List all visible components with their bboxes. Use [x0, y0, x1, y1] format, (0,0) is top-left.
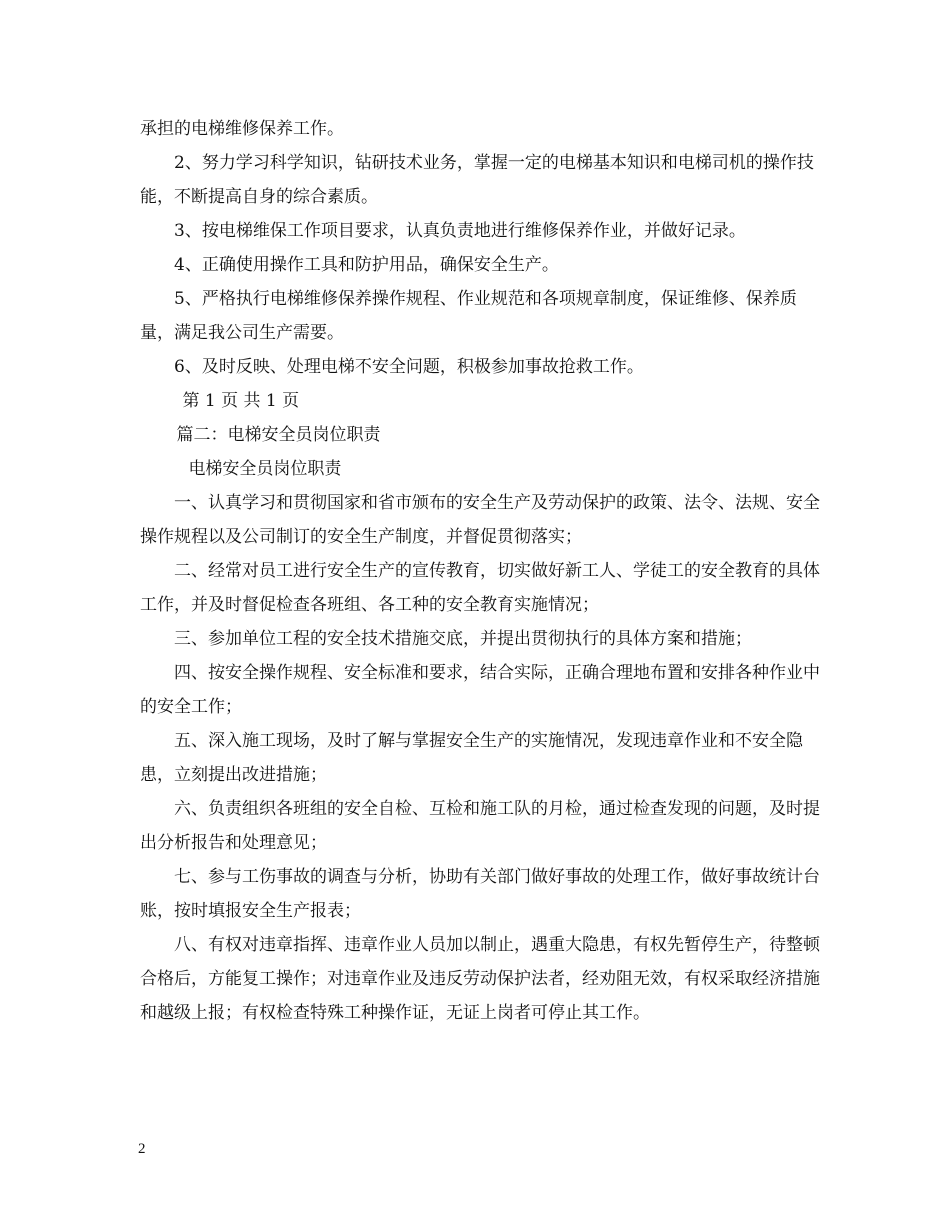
paragraph-item-5: 5、严格执行电梯维修保养操作规程、作业规范和各项规章制度，保证维修、保养质量，满足我公司生产需要。	[140, 289, 797, 343]
page-counter-text: 第 1 页 共 1 页	[182, 391, 300, 411]
duty-item-3: 三、参加单位工程的安全技术措施交底，并提出贯彻执行的具体方案和措施；	[174, 629, 752, 649]
page-number: 2	[138, 1141, 146, 1157]
paragraph-item-4: 4、正确使用操作工具和防护用品，确保安全生产。	[174, 255, 559, 275]
paragraph-item-2: 2、努力学习科学知识，钻研技术业务，掌握一定的电梯基本知识和电梯司机的操作技能，不断提高自身的综合素质。	[140, 153, 814, 207]
paragraph-item-3: 3、按电梯维保工作项目要求，认真负责地进行维修保养作业，并做好记录。	[174, 221, 746, 241]
duty-item-8: 八、有权对违章指挥、违章作业人员加以制止，遇重大隐患，有权先暂停生产，待整顿合格后，方能复工操作；对违章作业及违反劳动保护法者，经劝阻无效，有权采取经济措施和越级上报；有权检查特殊工种操作证，无证上岗者可停止其工作。	[140, 935, 820, 1023]
duty-item-1: 一、认真学习和贯彻国家和省市颁布的安全生产及劳动保护的政策、法令、法规、安全操作规程以及公司制订的安全生产制度，并督促贯彻落实；	[140, 493, 820, 547]
duty-item-4: 四、按安全操作规程、安全标准和要求，结合实际，正确合理地布置和安排各种作业中的安全工作；	[140, 663, 820, 717]
paragraph-continuation: 承担的电梯维修保养工作。	[140, 119, 344, 139]
duty-item-5: 五、深入施工现场，及时了解与掌握安全生产的实施情况，发现违章作业和不安全隐患，立刻提出改进措施；	[140, 731, 803, 785]
document-body	[140, 112, 820, 1030]
paragraph-item-6: 6、及时反映、处理电梯不安全问题，积极参加事故抢救工作。	[174, 357, 644, 377]
duty-item-7: 七、参与工伤事故的调查与分析，协助有关部门做好事故的处理工作，做好事故统计台账，按时填报安全生产报表；	[140, 867, 820, 921]
section-heading: 篇二：电梯安全员岗位职责	[176, 425, 381, 445]
duty-item-6: 六、负责组织各班组的安全自检、互检和施工队的月检，通过检查发现的问题，及时提出分析报告和处理意见；	[140, 799, 820, 853]
duty-item-2: 二、经常对员工进行安全生产的宣传教育，切实做好新工人、学徒工的安全教育的具体工作，并及时督促检查各班组、各工种的安全教育实施情况；	[140, 561, 820, 615]
section-title: 电梯安全员岗位职责	[188, 459, 342, 479]
